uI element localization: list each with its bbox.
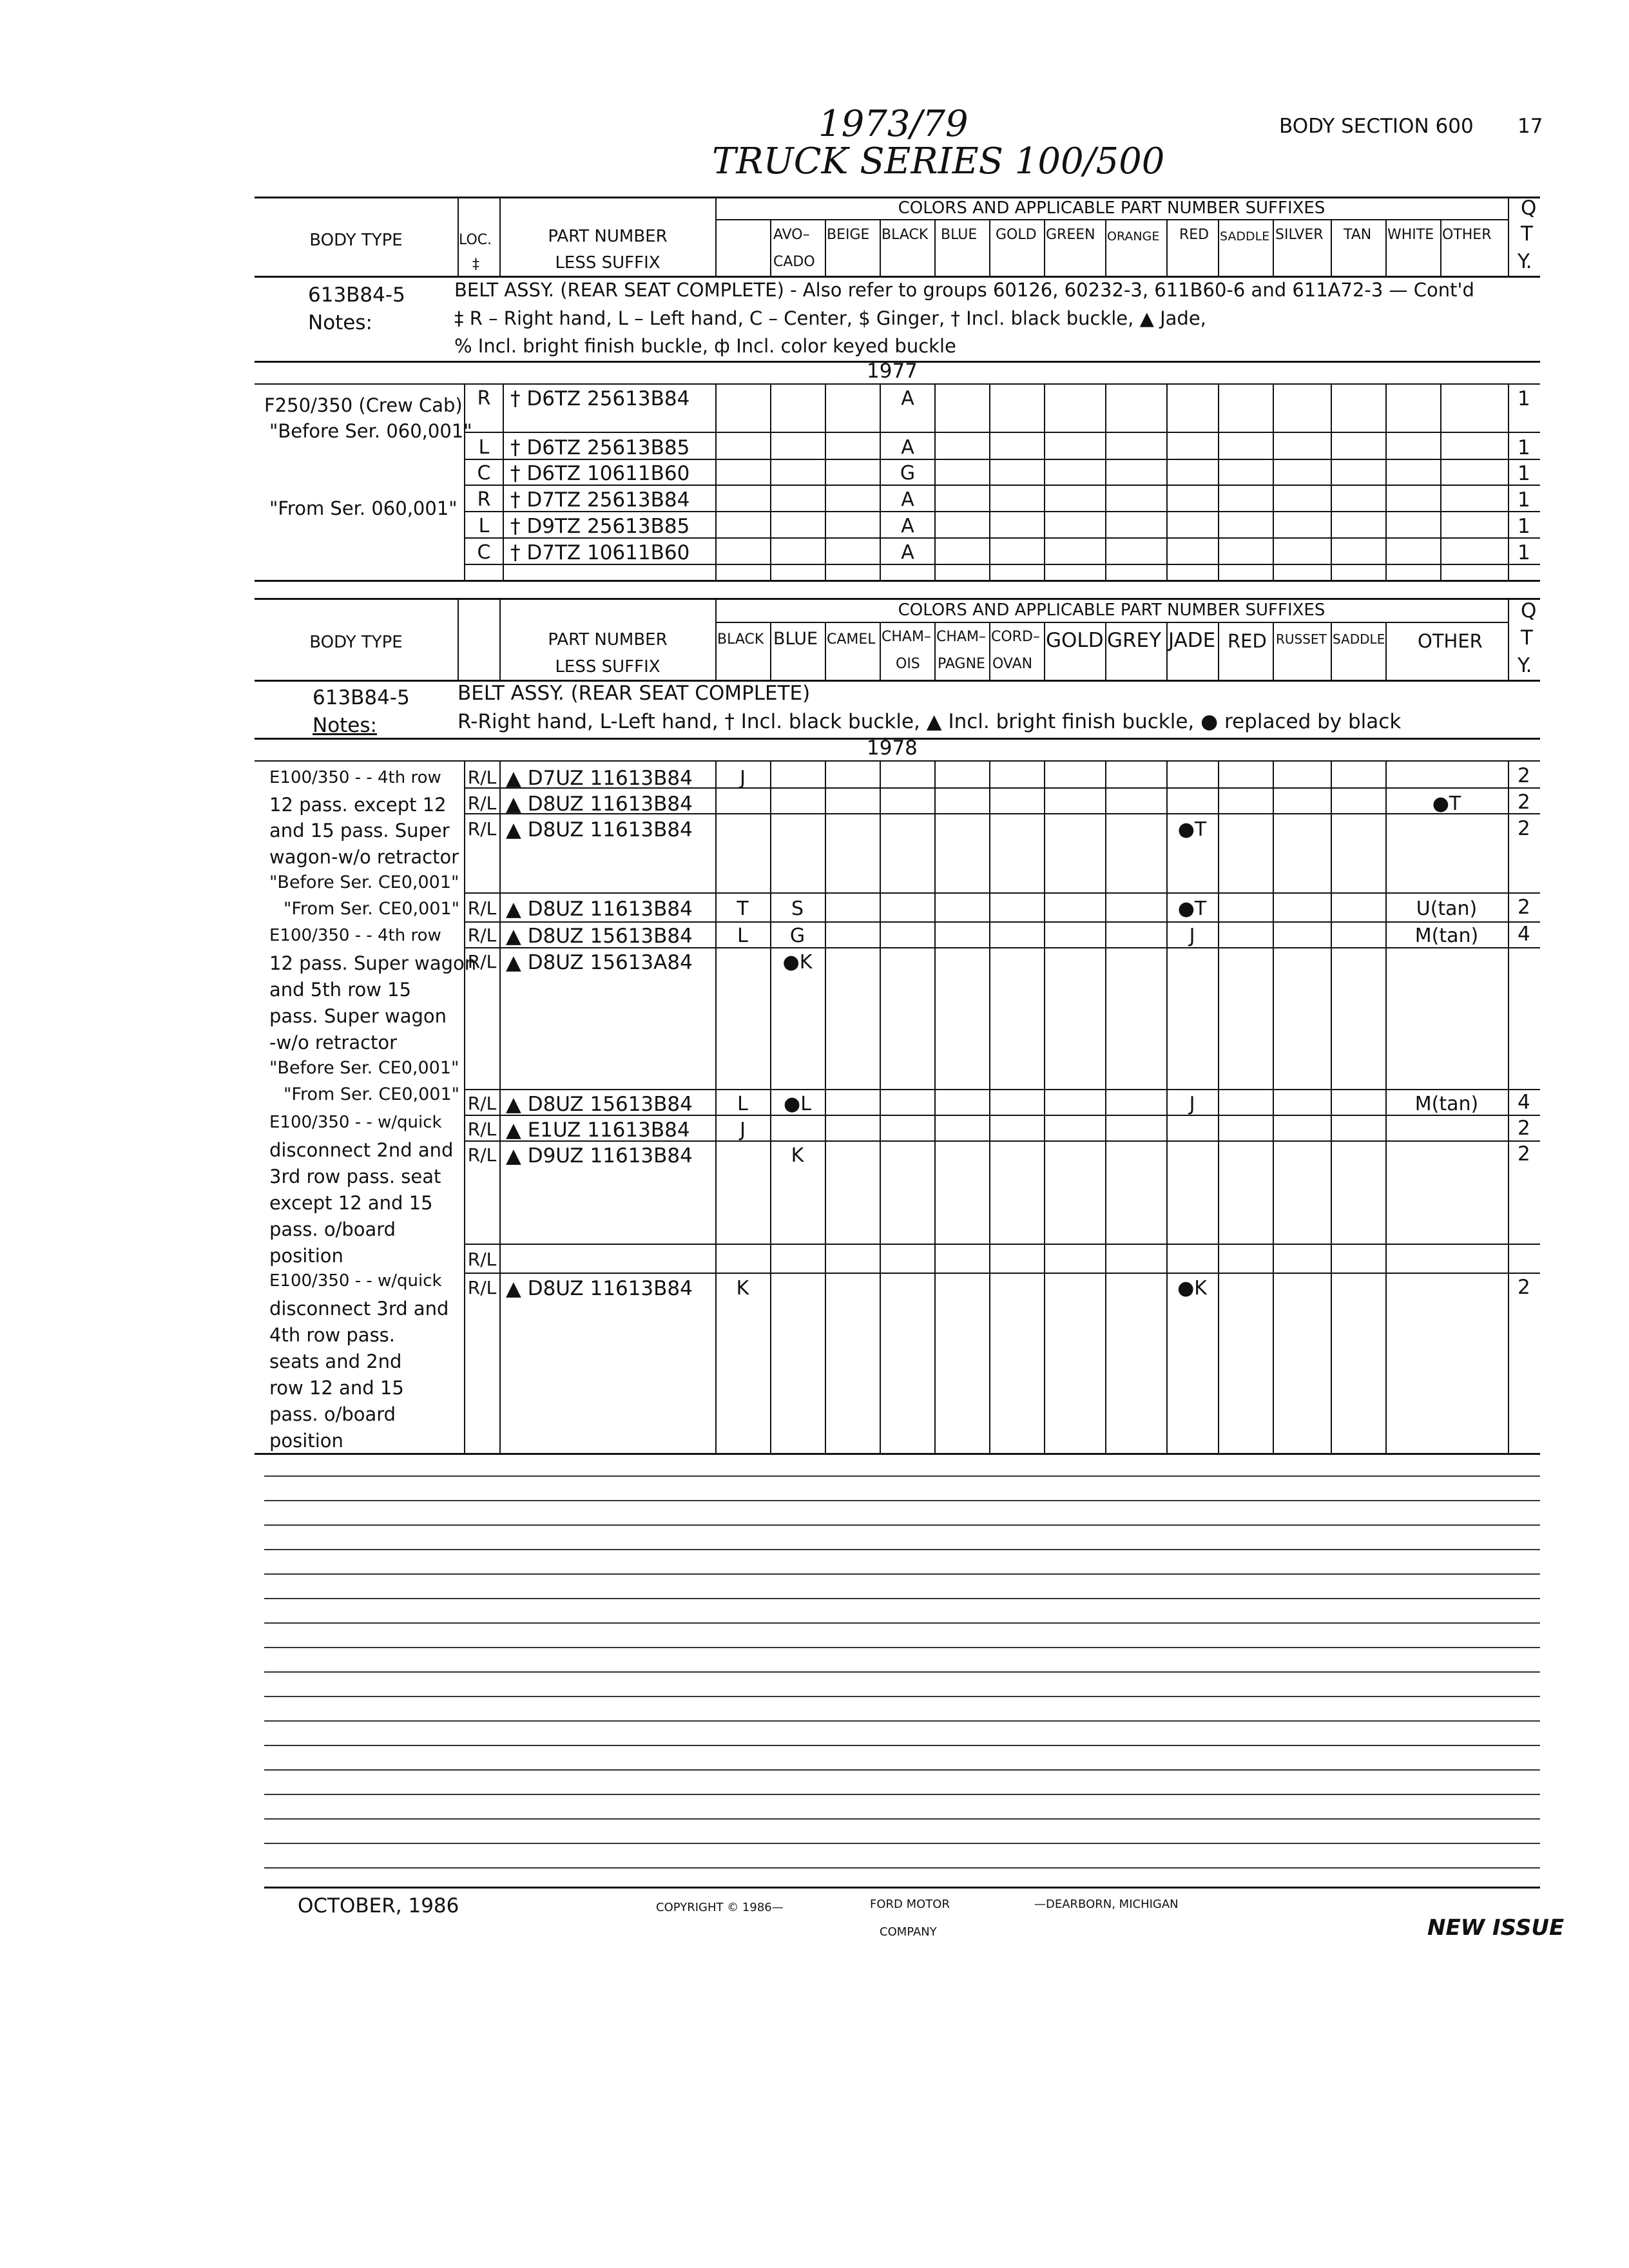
body-line: row 12 and 15: [269, 1377, 404, 1399]
body-line: 12 pass. Super wagon: [269, 952, 477, 974]
body-line: 12 pass. except 12: [269, 794, 447, 816]
body-line: 3rd row pass. seat: [269, 1166, 441, 1187]
part-number-heading-2: PART NUMBER: [548, 630, 668, 649]
footer-copyright: COPYRIGHT © 1986—: [656, 1901, 784, 1914]
body-type-heading-1: BODY TYPE: [309, 231, 403, 250]
body-line: and 15 pass. Super: [269, 820, 450, 841]
qty-t-2: T: [1521, 626, 1533, 649]
less-suffix-heading-1: LESS SUFFIX: [555, 253, 660, 273]
colors-heading-2: COLORS AND APPLICABLE PART NUMBER SUFFIXES: [898, 601, 1325, 620]
col2-other: OTHER: [1418, 630, 1483, 652]
body-line: pass. o/board: [269, 1218, 396, 1240]
body-line: pass. o/board: [269, 1403, 396, 1425]
footer-date: OCTOBER, 1986: [298, 1894, 459, 1917]
col1-beige: BEIGE: [827, 227, 870, 243]
body-line: "From Ser. CE0,001": [284, 899, 460, 919]
body-line: position: [269, 1430, 343, 1452]
year-1977: 1977: [867, 360, 918, 383]
qty-q-2: Q: [1521, 599, 1537, 622]
col2-champagne-2: PAGNE: [938, 656, 985, 672]
loc-mark: ‡: [472, 256, 479, 273]
col2-black: BLACK: [717, 631, 764, 648]
col1-white: WHITE: [1387, 227, 1434, 243]
notes-2: R-Right hand, L-Left hand, † Incl. black buckle, ▲ Incl. bright finish buckle, ● replaced by black: [458, 710, 1402, 733]
body-line: pass. Super wagon: [269, 1005, 447, 1027]
col1-cado: CADO: [773, 254, 815, 270]
notes-label-2: Notes:: [313, 714, 377, 737]
col1-green: GREEN: [1046, 227, 1095, 243]
qty-y-1: Y.: [1518, 250, 1532, 273]
body-line: E100/350 - - w/quick: [269, 1113, 442, 1132]
years-title: 1973/79: [818, 103, 969, 145]
body-type-heading-2: BODY TYPE: [309, 633, 403, 652]
qty-q-1: Q: [1521, 197, 1537, 220]
col1-tan: TAN: [1344, 227, 1372, 243]
body-label-before: "Before Ser. 060,001": [269, 420, 472, 442]
col2-champagne-1: CHAM–: [936, 629, 986, 645]
col2-cordovan-2: OVAN: [992, 656, 1033, 672]
desc-1: BELT ASSY. (REAR SEAT COMPLETE) - Also refer to groups 60126, 60232-3, 611B60-6 and 611A72-3 — Cont'd: [454, 279, 1474, 301]
body-line: except 12 and 15: [269, 1192, 433, 1214]
body-line: wagon-w/o retractor: [269, 846, 459, 868]
part-number-heading-1: PART NUMBER: [548, 227, 668, 246]
footer-issue: NEW ISSUE: [1427, 1915, 1565, 1941]
col2-jade: JADE: [1168, 629, 1216, 652]
qty-t-1: T: [1521, 222, 1533, 245]
col1-red: RED: [1179, 227, 1210, 243]
col2-gold: GOLD: [1046, 629, 1104, 652]
body-line: -w/o retractor: [269, 1032, 398, 1053]
series-title: TRUCK SERIES 100/500: [712, 140, 1165, 182]
notes-line-2: % Incl. bright finish buckle, ф Incl. color keyed buckle: [454, 335, 956, 357]
col1-other: OTHER: [1442, 227, 1492, 243]
col2-grey: GREY: [1107, 629, 1162, 652]
col2-chamois-1: CHAM–: [882, 629, 931, 645]
body-line: position: [269, 1245, 343, 1267]
body-label-from: "From Ser. 060,001": [269, 497, 458, 519]
loc-heading: LOC.: [459, 232, 492, 248]
col1-silver: SILVER: [1275, 227, 1324, 243]
body-line: E100/350 - - 4th row: [269, 926, 441, 945]
body-line: "From Ser. CE0,001": [284, 1084, 460, 1104]
col2-blue: BLUE: [773, 629, 818, 649]
footer-company-1: FORD MOTOR: [870, 1898, 950, 1911]
body-line: "Before Ser. CE0,001": [269, 872, 459, 892]
col2-saddle: SADDLE: [1333, 631, 1385, 647]
col1-blue: BLUE: [941, 227, 978, 243]
body-line: E100/350 - - w/quick: [269, 1271, 442, 1291]
footer-company-2: COMPANY: [880, 1925, 937, 1939]
col1-avo: AVO–: [773, 227, 810, 243]
body-line: disconnect 3rd and: [269, 1298, 449, 1320]
col2-red: RED: [1228, 630, 1267, 652]
body-line: and 5th row 15: [269, 979, 412, 1001]
col2-chamois-2: OIS: [896, 656, 920, 672]
part-code-1: 613B84-5: [308, 284, 405, 307]
year-1978: 1978: [867, 736, 918, 760]
body-line: "Before Ser. CE0,001": [269, 1058, 459, 1078]
colors-heading-1: COLORS AND APPLICABLE PART NUMBER SUFFIXES: [898, 198, 1325, 218]
qty-y-2: Y.: [1518, 654, 1532, 677]
part-code-2: 613B84-5: [313, 686, 410, 709]
body-line: 4th row pass.: [269, 1324, 395, 1346]
body-line: E100/350 - - 4th row: [269, 768, 441, 787]
col2-russet: RUSSET: [1276, 631, 1327, 647]
notes-line-1: ‡ R – Right hand, L – Left hand, C – Center, $ Ginger, † Incl. black buckle, ▲ Jade,: [454, 307, 1206, 329]
body-label-crew-cab: F250/350 (Crew Cab): [264, 394, 463, 416]
col2-cordovan-1: CORD–: [991, 629, 1040, 645]
notes-label-1: Notes:: [308, 311, 372, 334]
less-suffix-heading-2: LESS SUFFIX: [555, 657, 660, 677]
footer-location: —DEARBORN, MICHIGAN: [1034, 1898, 1179, 1911]
col2-camel: CAMEL: [827, 631, 876, 648]
section-label: BODY SECTION 600: [1279, 115, 1474, 138]
col1-saddle: SADDLE: [1220, 229, 1270, 244]
body-line: seats and 2nd: [269, 1350, 402, 1372]
body-line: disconnect 2nd and: [269, 1139, 454, 1161]
page-number: 17: [1518, 115, 1543, 138]
col1-black: BLACK: [882, 227, 929, 243]
col1-gold: GOLD: [996, 227, 1037, 243]
col1-orange: ORANGE: [1107, 229, 1160, 244]
desc-2: BELT ASSY. (REAR SEAT COMPLETE): [458, 682, 811, 705]
